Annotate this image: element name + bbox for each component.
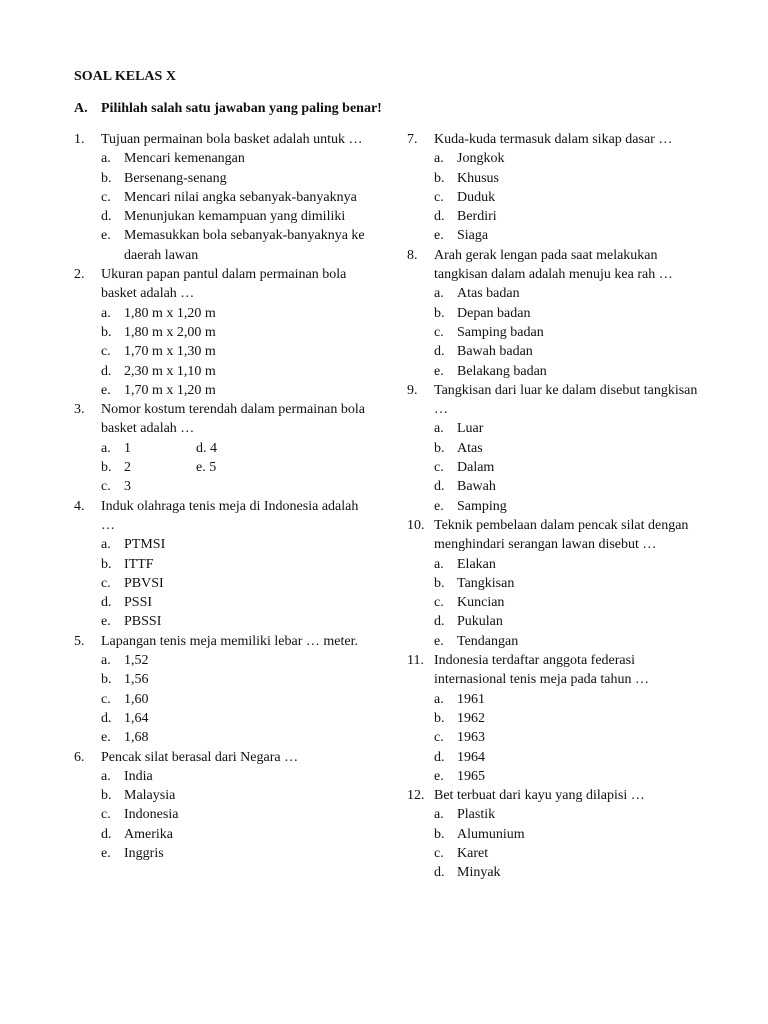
question-text: Indonesia terdaftar anggota federasi internasional tenis meja pada tahun … xyxy=(434,653,649,688)
option-text: Mencari kemenangan xyxy=(124,151,245,167)
option-letter: d. xyxy=(434,865,445,881)
option-letter: c. xyxy=(101,189,111,205)
question-number: 8. xyxy=(407,247,418,263)
question-3 xyxy=(74,400,374,496)
option-text: Malaysia xyxy=(124,788,176,804)
answer-option xyxy=(407,207,707,226)
answer-option xyxy=(74,342,374,361)
answer-option xyxy=(407,748,707,767)
question-8 xyxy=(407,246,707,381)
question-11 xyxy=(407,651,707,786)
option-letter: c. xyxy=(434,845,444,861)
option-text: Samping badan xyxy=(457,324,544,340)
question-text: Tujuan permainan bola basket adalah untuk … xyxy=(101,132,363,147)
option-text: Siaga xyxy=(457,228,489,244)
option-text: Dalam xyxy=(457,460,495,476)
option-text: 1963 xyxy=(457,730,485,746)
answer-option xyxy=(101,458,196,477)
option-text: Kuncian xyxy=(457,595,505,611)
option-letter: c. xyxy=(434,730,444,746)
question-text: Tangkisan dari luar ke dalam disebut tangkisan … xyxy=(434,382,698,418)
option-letter: b. xyxy=(434,440,445,456)
question-number: 10. xyxy=(407,517,425,533)
answer-option xyxy=(74,767,374,786)
option-text: Berdiri xyxy=(457,209,497,225)
option-text: Atas badan xyxy=(457,286,520,302)
option-letter: c. xyxy=(101,691,111,707)
option-text: 2,30 m x 1,10 m xyxy=(124,363,216,379)
answer-option xyxy=(407,863,707,882)
question-number: 9. xyxy=(407,382,418,398)
option-text: Menunjukan kemampuan yang dimiliki xyxy=(124,209,346,225)
option-letter: d. xyxy=(434,479,445,495)
question-text: Ukuran papan pantul dalam permainan bola basket adalah … xyxy=(101,267,347,302)
question-text: Arah gerak lengan pada saat melakukan tangkisan dalam adalah menuju kea rah … xyxy=(434,247,673,283)
option-letter: d. xyxy=(101,363,112,379)
option-letter: d. xyxy=(434,209,445,225)
option-text: Tendangan xyxy=(457,633,519,649)
question-text: Bet terbuat dari kayu yang dilapisi … xyxy=(434,788,645,804)
option-letter: c. xyxy=(101,344,111,360)
option-text: PTMSI xyxy=(124,537,166,553)
answer-option xyxy=(407,477,707,496)
option-letter: a. xyxy=(434,151,444,167)
question-9 xyxy=(407,381,707,516)
option-letter: b. xyxy=(101,460,112,476)
question-text: Lapangan tenis meja memiliki lebar … meter. xyxy=(101,633,358,649)
answer-option xyxy=(74,226,374,265)
answer-option xyxy=(407,728,707,747)
option-text: 4 xyxy=(210,440,217,456)
option-text: Pukulan xyxy=(457,614,503,630)
answer-option xyxy=(407,632,707,651)
question-1 xyxy=(74,130,374,265)
option-text: ITTF xyxy=(124,556,154,572)
option-text: Amerika xyxy=(124,826,173,842)
answer-option xyxy=(407,690,707,709)
question-6 xyxy=(74,748,374,864)
option-letter: c. xyxy=(434,189,444,205)
option-letter: d. xyxy=(101,710,112,726)
option-letter: c. xyxy=(434,595,444,611)
question-number: 12. xyxy=(407,788,425,804)
option-letter: e. xyxy=(434,498,444,514)
answer-option xyxy=(407,458,707,477)
answer-option xyxy=(407,304,707,323)
option-text: Khusus xyxy=(457,170,500,186)
option-letter: a. xyxy=(101,768,111,784)
option-letter: b. xyxy=(434,710,445,726)
option-letter: d. xyxy=(434,614,445,630)
option-text: 3 xyxy=(124,479,131,495)
option-text: 1,80 m x 2,00 m xyxy=(124,324,216,340)
answer-option xyxy=(74,670,374,689)
option-letter: b. xyxy=(434,170,445,186)
answer-option xyxy=(74,728,374,747)
answer-option-row xyxy=(74,439,374,458)
question-number: 6. xyxy=(74,749,85,765)
question-12 xyxy=(407,786,707,882)
section-letter: A. xyxy=(74,101,88,116)
option-text: 1 xyxy=(124,440,131,456)
option-text: Inggris xyxy=(124,845,164,861)
answer-option xyxy=(74,593,374,612)
option-letter: e. xyxy=(101,845,111,861)
option-text: Depan badan xyxy=(457,305,531,321)
option-letter: d. xyxy=(101,209,112,225)
option-letter: e. xyxy=(434,768,444,784)
option-letter: c. xyxy=(434,460,444,476)
questions-column-right xyxy=(407,130,707,883)
option-text: 5 xyxy=(209,460,217,476)
option-text: 1965 xyxy=(457,768,485,784)
question-number: 2. xyxy=(74,267,85,283)
option-text: 1,60 xyxy=(124,691,149,707)
answer-option xyxy=(196,458,291,477)
option-letter: c. xyxy=(101,807,111,823)
option-letter: a. xyxy=(434,807,444,823)
answer-option xyxy=(74,786,374,805)
option-letter: c. xyxy=(101,479,111,495)
section-instruction: Pilihlah salah satu jawaban yang paling benar! xyxy=(101,101,382,116)
question-5 xyxy=(74,632,374,748)
option-text: 1961 xyxy=(457,691,485,707)
option-text: 1,52 xyxy=(124,653,149,669)
option-letter: d. xyxy=(101,826,112,842)
question-number: 7. xyxy=(407,132,418,147)
option-text: Atas xyxy=(457,440,483,456)
answer-option xyxy=(74,304,374,323)
option-letter: a. xyxy=(101,151,111,167)
option-letter: c. xyxy=(101,575,111,591)
question-text: Induk olahraga tenis meja di Indonesia adalah … xyxy=(101,498,359,533)
answer-option xyxy=(407,342,707,361)
option-letter: b. xyxy=(101,324,112,340)
answer-option xyxy=(407,169,707,188)
answer-option xyxy=(74,362,374,381)
question-text: Nomor kostum terendah dalam permainan bola basket adalah … xyxy=(101,402,365,437)
option-letter: b. xyxy=(434,305,445,321)
option-letter: a. xyxy=(434,556,444,572)
document-title: SOAL KELAS X xyxy=(74,69,176,84)
answer-option xyxy=(74,188,374,207)
option-letter: a. xyxy=(101,440,111,456)
answer-option xyxy=(407,284,707,303)
option-letter: a. xyxy=(434,286,444,302)
question-text: Kuda-kuda termasuk dalam sikap dasar … xyxy=(434,132,673,147)
answer-option xyxy=(407,593,707,612)
option-text: Karet xyxy=(457,845,489,861)
option-letter: a. xyxy=(434,691,444,707)
option-text: 1,56 xyxy=(124,672,149,688)
option-text: 1,70 m x 1,30 m xyxy=(124,344,216,360)
option-letter: e. xyxy=(434,633,444,649)
option-text: Bersenang-senang xyxy=(124,170,227,186)
answer-option xyxy=(407,439,707,458)
question-text: Pencak silat berasal dari Negara … xyxy=(101,749,299,765)
answer-option xyxy=(407,612,707,631)
answer-option xyxy=(407,149,707,168)
question-number: 4. xyxy=(74,498,85,514)
question-number: 3. xyxy=(74,402,85,418)
section-heading xyxy=(74,99,382,118)
answer-option xyxy=(74,207,374,226)
option-text: Memasukkan bola sebanyak-banyaknya ke daerah lawan xyxy=(124,228,365,263)
option-letter: b. xyxy=(101,788,112,804)
questions-column-left xyxy=(74,130,374,863)
option-letter: c. xyxy=(434,324,444,340)
option-letter: a. xyxy=(101,653,111,669)
answer-option xyxy=(407,767,707,786)
answer-option xyxy=(407,805,707,824)
question-7 xyxy=(407,130,707,246)
answer-option-row xyxy=(74,458,374,477)
answer-option xyxy=(74,690,374,709)
answer-option xyxy=(74,477,374,496)
option-text: 1,80 m x 1,20 m xyxy=(124,305,216,321)
option-text: 1962 xyxy=(457,710,485,726)
answer-option xyxy=(74,323,374,342)
answer-option xyxy=(74,555,374,574)
answer-option xyxy=(74,612,374,631)
question-2 xyxy=(74,265,374,400)
option-text: Jongkok xyxy=(457,151,505,167)
answer-option xyxy=(407,825,707,844)
option-text: 2 xyxy=(124,460,131,476)
option-letter: e. xyxy=(101,614,111,630)
option-text: Bawah badan xyxy=(457,344,533,360)
question-number: 5. xyxy=(74,633,85,649)
option-letter: e. xyxy=(196,460,206,476)
option-letter: a. xyxy=(434,421,444,437)
option-text: Minyak xyxy=(457,865,501,881)
option-letter: d. xyxy=(434,344,445,360)
question-4 xyxy=(74,497,374,632)
answer-option xyxy=(101,439,196,458)
option-text: PBSSI xyxy=(124,614,162,630)
option-letter: b. xyxy=(101,672,112,688)
answer-option xyxy=(407,323,707,342)
answer-option xyxy=(407,555,707,574)
answer-option xyxy=(407,844,707,863)
answer-option xyxy=(74,535,374,554)
option-letter: b. xyxy=(434,826,445,842)
answer-option xyxy=(74,805,374,824)
option-text: Tangkisan xyxy=(457,575,515,591)
answer-option xyxy=(74,169,374,188)
option-letter: e. xyxy=(101,382,111,398)
option-letter: b. xyxy=(434,575,445,591)
option-text: Alumunium xyxy=(457,826,525,842)
option-text: Indonesia xyxy=(124,807,179,823)
option-letter: e. xyxy=(101,228,111,244)
option-text: 1,64 xyxy=(124,710,149,726)
question-10 xyxy=(407,516,707,651)
answer-option xyxy=(74,709,374,728)
option-letter: e. xyxy=(434,363,444,379)
option-text: PSSI xyxy=(124,595,153,611)
option-letter: a. xyxy=(101,305,111,321)
option-text: 1964 xyxy=(457,749,485,765)
option-letter: b. xyxy=(101,170,112,186)
option-text: PBVSI xyxy=(124,575,164,591)
option-text: Mencari nilai angka sebanyak-banyaknya xyxy=(124,189,357,205)
answer-option xyxy=(74,574,374,593)
option-text: Plastik xyxy=(457,807,496,823)
option-text: India xyxy=(124,768,153,784)
option-text: Bawah xyxy=(457,479,496,495)
answer-option xyxy=(196,439,291,458)
answer-option xyxy=(407,497,707,516)
question-number: 1. xyxy=(74,132,85,147)
option-letter: d. xyxy=(196,440,207,456)
option-letter: a. xyxy=(101,537,111,553)
option-text: Duduk xyxy=(457,189,496,205)
option-letter: e. xyxy=(434,228,444,244)
answer-option xyxy=(407,419,707,438)
option-letter: b. xyxy=(101,556,112,572)
question-number: 11. xyxy=(407,653,424,669)
option-text: 1,68 xyxy=(124,730,149,746)
answer-option xyxy=(407,362,707,381)
question-text: Teknik pembelaan dalam pencak silat dengan menghindari serangan lawan disebut … xyxy=(434,517,689,553)
option-text: Samping xyxy=(457,498,507,514)
answer-option xyxy=(74,844,374,863)
option-text: 1,70 m x 1,20 m xyxy=(124,382,216,398)
answer-option xyxy=(74,149,374,168)
answer-option xyxy=(407,188,707,207)
answer-option xyxy=(407,574,707,593)
option-letter: e. xyxy=(101,730,111,746)
option-text: Elakan xyxy=(457,556,496,572)
option-text: Luar xyxy=(457,421,484,437)
option-text: Belakang badan xyxy=(457,363,547,379)
option-letter: d. xyxy=(101,595,112,611)
answer-option xyxy=(74,825,374,844)
answer-option xyxy=(74,651,374,670)
answer-option xyxy=(74,381,374,400)
answer-option xyxy=(407,709,707,728)
option-letter: d. xyxy=(434,749,445,765)
answer-option xyxy=(407,226,707,245)
